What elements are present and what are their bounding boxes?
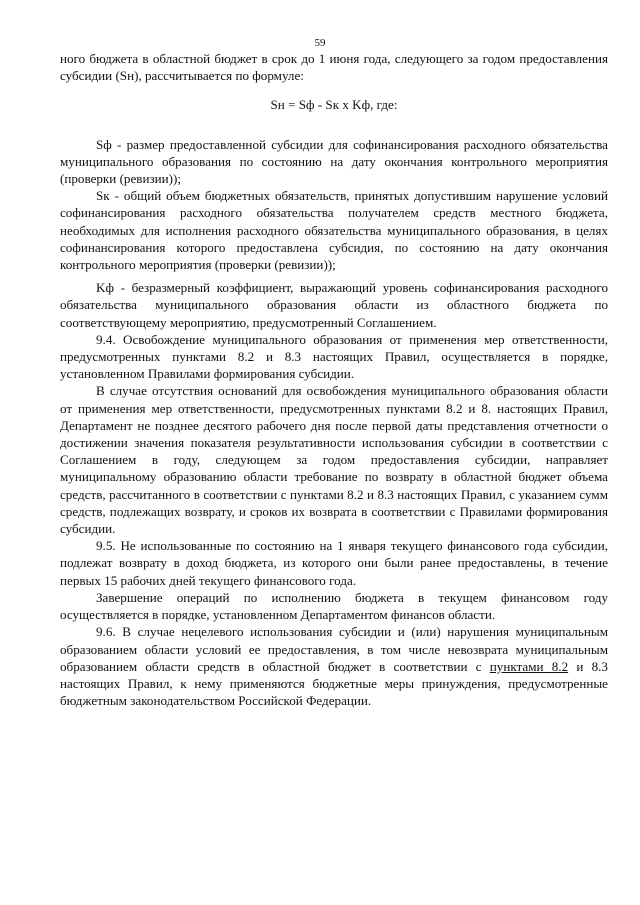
page-number: 59 [314,37,326,49]
paragraph-9-4: 9.4. Освобождение муниципального образования от применения мер ответственности, предусмотренных пунктами 8.2 и 8.3 настоящих Правил, осуществляется в порядке, установленном Правилами формирования субсидии. [60,331,608,382]
formula: Sн = Sф - Sк x Kф, где: [270,97,398,113]
clause-8-2-link[interactable]: пунктами 8.2 [489,658,569,674]
intro-paragraph: ного бюджета в областной бюджет в срок до 1 июня года, следующего за годом предоставления субсидии (Sн), рассчитывается по формуле: [60,51,608,84]
definition-sk: Sк - общий объем бюджетных обязательств, принятых допустившим нарушение условий софинансирования расходного обязательства получателем средств местного бюджета, необходимых для исполнения расходного обязательства муниципального образования, в целях софинансирования которого предоставлена субсидия, по состоянию на дату окончания контрольного мероприятия (проверки (ревизии)); [60,188,608,273]
paragraph-9-5-continued: Завершение операций по исполнению бюджета в текущем финансовом году осуществляется в порядке, установленном Департаментом финансов области. [60,589,608,623]
document-body [60,50,608,709]
paragraph-9-5: 9.5. Не использованные по состоянию на 1 января текущего финансового года субсидии, подлежат возврату в доход бюджета, из которого они были ранее предоставлены, в течение первых 15 рабочих дней текущего финансового года. [60,538,608,588]
paragraph-9-4-continued: В случае отсутствия оснований для освобождения муниципального образования области от применения мер ответственности, предусмотренных пунктами 8.2 и 8. настоящих Правил, Департамент не позднее десятого рабочего дня после первой даты представления отчетности о достижении значения показателя результативности использования субсидии в соответствии с Соглашением в году, следующем за годом предоставления субсидии, направляет муниципальному образованию области требование по возврату в областной бюджет объема средств, рассчитанного в соответствии с пунктами 8.2 и 8.3 настоящих Правил, с указанием сумм средств, подлежащих возврату, и сроков их возврата в соответствии с Правилами формирования субсидии. [60,383,608,537]
definition-sf: Sф - размер предоставленной субсидии для софинансирования расходного обязательства муниципального образования по состоянию на дату окончания контрольного мероприятия (проверки (ревизии)); [60,136,608,187]
definition-kf: Kф - безразмерный коэффициент, выражающий уровень софинансирования расходного обязательства муниципального образования области из областного бюджета по соответствующему мероприятию, предусмотренный Соглашением. [60,280,608,330]
paragraph-9-6-text-start: 9.6. В случае нецелевого использования субсидии и (или) нарушения муниципальным образованием области условий ее предоставления, в том числе невозврата муниципальным образованием области средств в областной бюджет в соответствии с [60,624,608,674]
paragraph-9-6-text-end: и 8.3 настоящих Правил, к нему применяются бюджетные меры принуждения, предусмотренные бюджетным законодательством Российской Федерации. [60,658,608,709]
paragraph-9-6 [60,623,608,709]
